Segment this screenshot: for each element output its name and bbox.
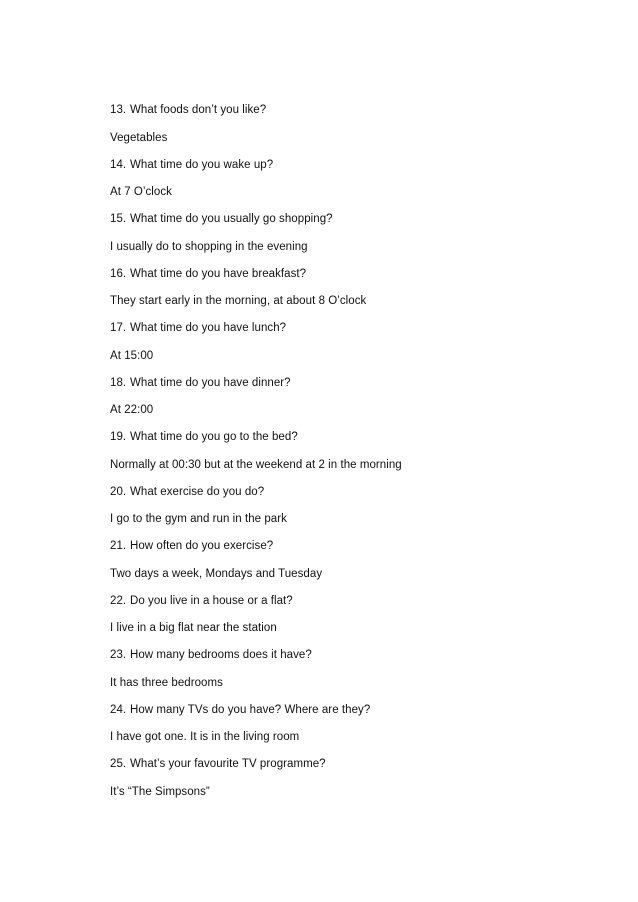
question-number: 22. (110, 595, 127, 607)
question-number: 23. (110, 649, 127, 661)
question-text: What time do you have dinner? (130, 377, 291, 389)
question-text: What time do you wake up? (130, 159, 274, 171)
question-text: How many bedrooms does it have? (130, 649, 312, 661)
question-number: 15. (110, 213, 127, 225)
answer-22: I live in a big flat near the station (110, 622, 277, 634)
question-text: Do you live in a house or a flat? (130, 595, 293, 607)
question-25 (110, 757, 326, 771)
question-13 (110, 103, 266, 117)
answer-13: Vegetables (110, 132, 168, 144)
question-number: 14. (110, 159, 127, 171)
question-18 (110, 376, 291, 390)
question-23 (110, 648, 312, 662)
answer-25: It’s “The Simpsons” (110, 786, 210, 798)
question-text: What time do you have lunch? (130, 322, 287, 334)
answer-19: Normally at 00:30 but at the weekend at 2 in the morning (110, 459, 402, 471)
question-text: What exercise do you do? (130, 486, 265, 498)
question-number: 18. (110, 377, 127, 389)
question-number: 16. (110, 268, 127, 280)
answer-18: At 22:00 (110, 404, 154, 416)
question-text: What foods don’t you like? (130, 104, 267, 116)
answer-17: At 15:00 (110, 350, 154, 362)
answer-21: Two days a week, Mondays and Tuesday (110, 568, 323, 580)
question-22 (110, 594, 293, 608)
question-number: 17. (110, 322, 127, 334)
answer-14: At 7 O’clock (110, 186, 172, 198)
question-24 (110, 703, 370, 717)
question-21 (110, 539, 273, 553)
question-text: How often do you exercise? (130, 540, 274, 552)
question-number: 13. (110, 104, 127, 116)
question-number: 21. (110, 540, 127, 552)
question-text: What time do you go to the bed? (130, 431, 298, 443)
question-17 (110, 321, 286, 335)
question-number: 19. (110, 431, 127, 443)
question-text: What time do you usually go shopping? (130, 213, 333, 225)
question-20 (110, 485, 264, 499)
answer-24: I have got one. It is in the living room (110, 731, 300, 743)
question-number: 24. (110, 704, 127, 716)
question-number: 20. (110, 486, 127, 498)
question-text: What time do you have breakfast? (130, 268, 307, 280)
question-text: What’s your favourite TV programme? (130, 758, 326, 770)
answer-15: I usually do to shopping in the evening (110, 241, 308, 253)
question-text: How many TVs do you have? Where are they? (130, 704, 371, 716)
question-number: 25. (110, 758, 127, 770)
question-15 (110, 212, 333, 226)
answer-16: They start early in the morning, at about 8 O’clock (110, 295, 367, 307)
question-14 (110, 158, 273, 172)
answer-20: I go to the gym and run in the park (110, 513, 287, 525)
question-16 (110, 267, 306, 281)
answer-23: It has three bedrooms (110, 677, 223, 689)
question-19 (110, 430, 298, 444)
